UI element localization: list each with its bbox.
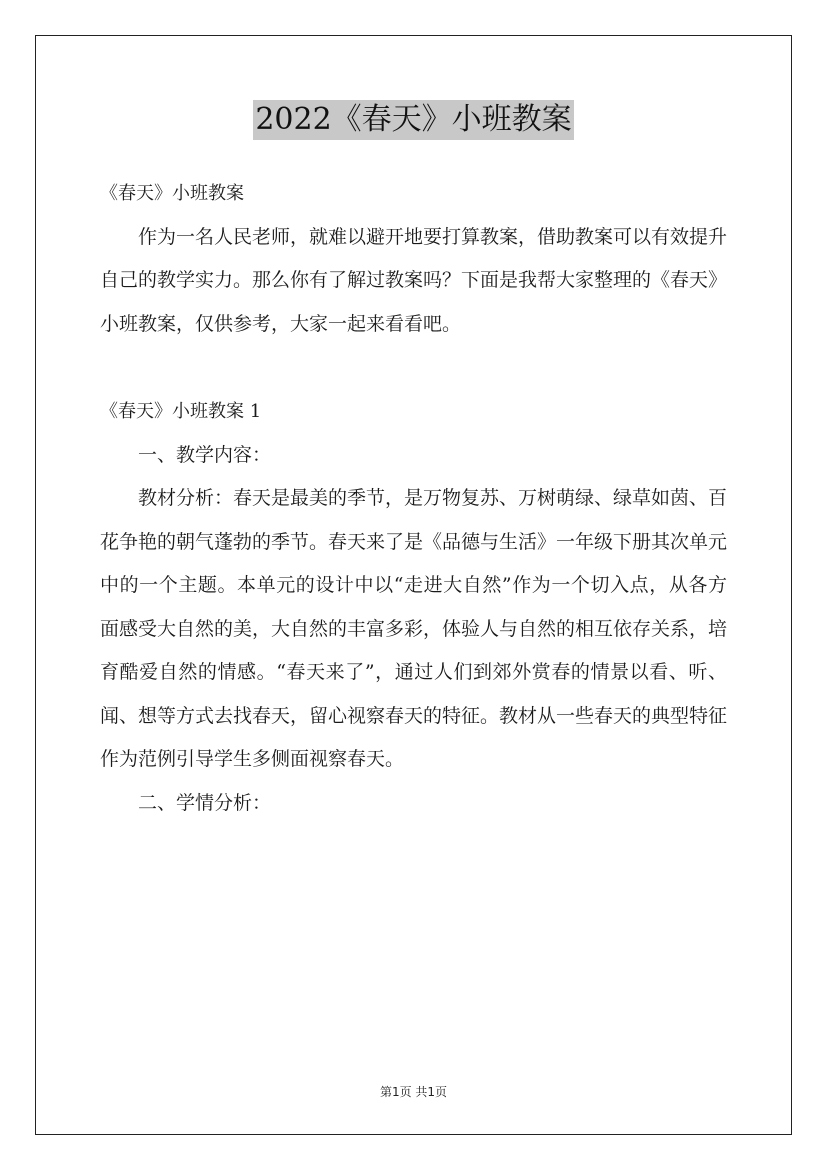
- part1-paragraph: 教材分析：春天是最美的季节，是万物复苏、万树萌绿、绿草如茵、百花争艳的朝气蓬勃的季节。春天来了是《品德与生活》一年级下册其次单元中的一个主题。本单元的设计中以“走进大自然”作为一个切入点，从各方面感受大自然的美，大自然的丰富多彩，体验人与自然的相互依存关系，培育酷爱自然的情感。“春天来了”，通过人们到郊外赏春的情景以看、听、闻、想等方式去找春天，留心视察春天的特征。教材从一些春天的典型特征作为范例引导学生多侧面视察春天。: [100, 487, 728, 770]
- part1-heading: 一、教学内容：: [138, 443, 272, 466]
- part2-heading: 二、学情分析：: [138, 791, 272, 814]
- document-title: 2022《春天》小班教案: [253, 100, 573, 140]
- title-container: [0, 100, 827, 140]
- intro-paragraph: 作为一名人民老师，就难以避开地要打算教案，借助教案可以有效提升自己的教学实力。那么你有了解过教案吗？下面是我帮大家整理的《春天》小班教案，仅供参考，大家一起来看看吧。: [100, 225, 728, 335]
- document-body: [100, 172, 727, 825]
- page-footer: 第1页 共1页: [379, 1085, 448, 1099]
- document-subtitle: 《春天》小班教案: [100, 183, 244, 204]
- section-title: 《春天》小班教案 1: [100, 401, 262, 422]
